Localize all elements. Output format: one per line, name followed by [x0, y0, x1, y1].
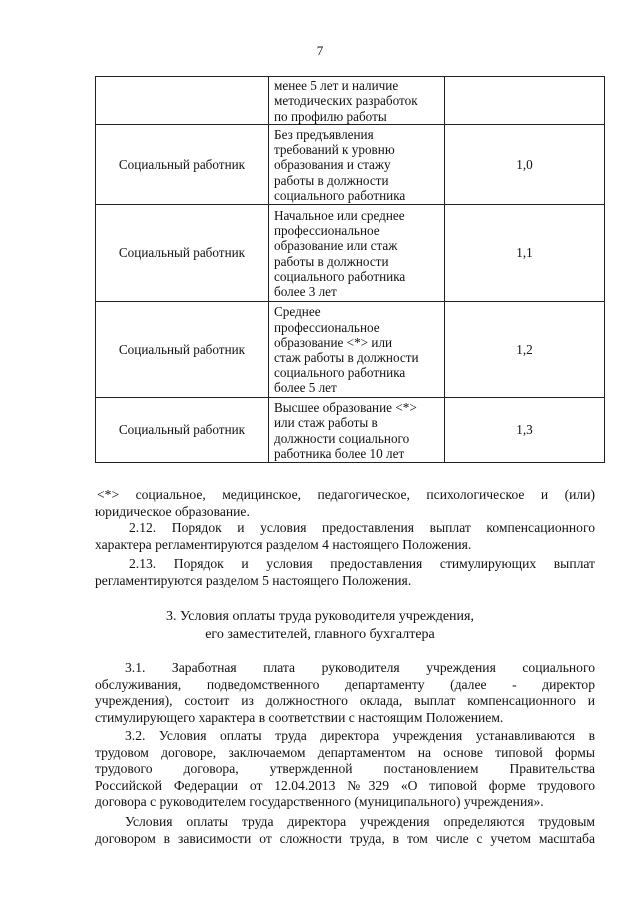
coefficient-cell: 1,3 — [445, 398, 605, 463]
paragraph-line: 2.12. Порядок и условия предоставления выплат компенсационного — [129, 520, 595, 535]
coefficient-cell: 1,2 — [445, 302, 605, 398]
requirement-line: или стаж работы в — [274, 415, 378, 431]
requirement-line: образования и стажу — [274, 157, 391, 173]
requirement-line: профессиональное — [274, 223, 380, 239]
requirement-line: Высшее образование <*> — [274, 400, 417, 416]
paragraph-line: 3.2. Условия оплаты труда директора учреждения устанавливаются в — [125, 728, 595, 743]
paragraph-3-3 — [95, 814, 595, 847]
requirement-line: стаж работы в должности — [274, 350, 419, 365]
requirement-cell — [269, 77, 445, 125]
requirement-cell — [269, 398, 445, 463]
requirement-line: по профилю работы — [274, 108, 387, 124]
requirement-line: работы в должности — [274, 172, 389, 188]
footnote-line: юридическое образование. — [95, 503, 250, 519]
paragraph-line: регламентируются разделом 5 настоящего Положения. — [95, 572, 412, 588]
requirement-line: должности социального — [274, 430, 410, 446]
requirement-line: более 5 лет — [274, 380, 337, 396]
requirement-line: социального работника — [274, 365, 406, 381]
requirement-line: образование или стаж — [274, 238, 398, 254]
table-row — [96, 398, 605, 463]
paragraph-line: Российской Федерации от 12.04.2013 №329 «О типовой форме трудового — [95, 777, 595, 793]
paragraph-line: 2.13. Порядок и условия предоставления стимулирующих выплат — [129, 556, 595, 571]
requirement-line: Начальное или среднее — [274, 207, 405, 223]
position-cell: Социальный работник — [96, 205, 269, 302]
requirement-cell — [269, 205, 445, 302]
section-heading — [0, 608, 640, 643]
requirement-cell — [269, 125, 445, 205]
requirement-line: более 3 лет — [274, 283, 337, 299]
requirement-cell — [269, 302, 445, 398]
requirement-line: методических разработок — [274, 93, 418, 109]
requirement-line: социального работника — [274, 187, 406, 203]
requirement-line: образование <*> или — [274, 334, 393, 350]
requirement-line: работы в должности — [274, 253, 389, 269]
position-cell: Социальный работник — [96, 398, 269, 463]
footnote — [95, 487, 595, 520]
requirement-line: профессиональное — [274, 319, 380, 335]
coefficient-table — [95, 76, 605, 463]
paragraph-line: стимулирующего характера в соответствии с настоящим Положением. — [95, 709, 504, 725]
requirement-line: Без предъявления — [274, 126, 374, 142]
requirement-line: Среднее — [274, 304, 321, 320]
paragraph-3-2 — [95, 728, 595, 811]
position-cell: Социальный работник — [96, 125, 269, 205]
coefficient-cell: 1,0 — [445, 125, 605, 205]
paragraph-line: 3.1. Заработная плата руководителя учреждения социального — [125, 660, 595, 675]
requirement-line: менее 5 лет и наличие — [274, 78, 399, 94]
table-row — [96, 205, 605, 302]
paragraph-2-13 — [95, 556, 595, 589]
footnote-line: <*> социальное, медицинское, педагогическое, психологическое и (или) — [97, 487, 595, 502]
position-cell — [96, 77, 269, 125]
page-number: 7 — [316, 43, 324, 58]
paragraph-line: договором в зависимости от сложности труда, в том числе с учетом масштаба — [95, 830, 595, 846]
coefficient-cell: 1,1 — [445, 205, 605, 302]
paragraph-line: обслуживания, подведомственного департаменту (далее - директор — [95, 676, 595, 692]
section-title-line: 3. Условия оплаты труда руководителя учреждения, — [166, 609, 474, 624]
coefficient-cell — [445, 77, 605, 125]
paragraph-line: трудовом договоре, заключаемом департаментом на основе типовой формы — [95, 744, 595, 760]
paragraph-3-1 — [95, 660, 595, 726]
requirement-line: требований к уровню — [274, 142, 395, 158]
paragraph-line: трудового договора, утвержденной постановлением Правительства — [95, 761, 595, 777]
paragraph-line: Условия оплаты труда директора учреждения определяются трудовым — [125, 814, 595, 829]
position-cell: Социальный работник — [96, 302, 269, 398]
table-row — [96, 125, 605, 205]
paragraph-2-12 — [95, 520, 595, 553]
requirement-line: социального работника — [274, 268, 406, 284]
section-title-line: его заместителей, главного бухгалтера — [205, 626, 435, 642]
paragraph-line: характера регламентируются разделом 4 настоящего Положения. — [95, 536, 472, 552]
table-row — [96, 302, 605, 398]
paragraph-line: договора с руководителем государственного (муниципального) учреждения». — [95, 794, 544, 810]
requirement-line: работника более 10 лет — [274, 445, 405, 461]
paragraph-line: учреждения), состоит из должностного оклада, выплат компенсационного и — [95, 693, 595, 709]
table-row — [96, 77, 605, 125]
